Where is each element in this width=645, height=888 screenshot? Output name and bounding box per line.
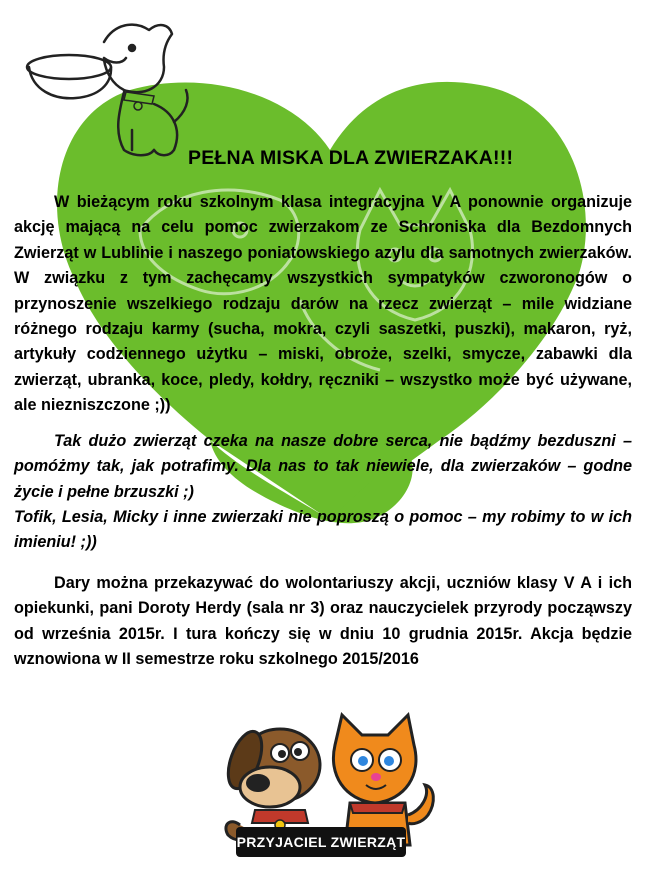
- paragraph-intro: W bieżącym roku szkolnym klasa integracyjna V A ponownie organizuje akcję mającą na celu pomoc zwierzakom ze Schroniska dla Bezdomnych Zwierząt w Lublinie i naszego poniatowskiego azylu dla samotnych zwierzaków. W związku z tym zachęcamy wszystkich sympatyków czworonogów o przynoszenie wszelkiego rodzaju darów na rzecz zwierząt – mile widziane różnego rodzaju karmy (sucha, mokra, czyli saszetki, puszki), makaron, ryż, artykuły codziennego użytku – miski, obroże, szelki, smycze, zabawki dla zwierząt, ubranka, koce, pledy, kołdry, ręczniki – wszystko może być używane, ale niezniszczone ;)): [14, 193, 632, 415]
- dog-with-bowl-icon: [14, 12, 194, 162]
- page-title: PEŁNA MISKA DLA ZWIERZAKA!!!: [188, 147, 514, 169]
- paragraph-donations: Dary można przekazywać do wolontariuszy akcji, uczniów klasy V A i ich opiekunki, pani Doroty Herdy (sala nr 3) oraz nauczycielek przyrody począwszy od września 2015r. I tura kończy się w dniu 10 grudnia 2015r. Akcja będzie wznowiona w II semestrze roku szkolnego 2015/2016: [14, 574, 632, 669]
- logo-label: PRZYJACIEL ZWIERZĄT: [236, 827, 406, 857]
- paragraph-appeal: Tak dużo zwierząt czeka na nasze dobre serca, nie bądźmy bezduszni – pomóżmy tak, jak potrafimy. Dla nas to tak niewiele, dla zwierzaków – godne życie i pełne brzuszki ;): [14, 432, 632, 501]
- paragraph-pets: Tofik, Lesia, Micky i inne zwierzaki nie poproszą o pomoc – my robimy to w ich imieniu! ;)): [14, 508, 632, 552]
